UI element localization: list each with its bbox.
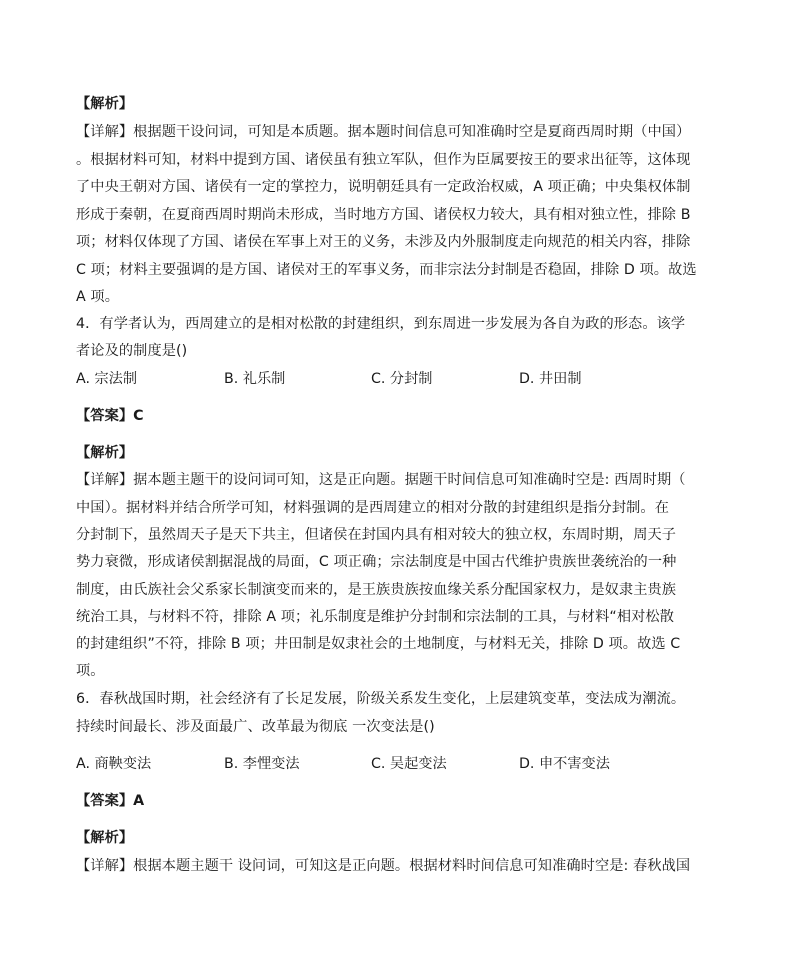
analysis-text-line: 制度，由氏族社会父系家长制演变而来的，是王族贵族按血缘关系分配国家权力，是奴隶主贵族	[76, 582, 677, 598]
question-4-stem: 4．有学者认为，西周建立的是相对松散的封建组织，到东周进一步发展为各自为政的形态。该学	[76, 316, 686, 332]
question-4-stem: 者论及的制度是()	[76, 343, 188, 359]
analysis-text-line: 【详解】据本题主题干的设问词可知，这是正向题。据题干时间信息可知准确时空是: 西周时期（	[76, 472, 686, 488]
analysis-text-line: 了中央王朝对方国、诸侯有一定的掌控力，说明朝廷具有一定政治权威，A 项正确；中央集权体制	[76, 179, 691, 195]
analysis-text-line: 中国）。据材料并结合所学可知，材料强调的是西周建立的相对分散的封建组织是指分封制。在	[76, 500, 669, 516]
analysis-text-line: 。根据材料可知，材料中提到方国、诸侯虽有独立军队，但作为臣属要按王的要求出征等，这体现	[76, 152, 691, 168]
question-6-stem: 持续时间最长、涉及面最广、改革最为彻底 一次变法是()	[76, 719, 435, 735]
analysis-text-line: 项。	[76, 663, 105, 679]
analysis-heading-1: 【解析】	[76, 96, 134, 112]
analysis-heading-3: 【解析】	[76, 830, 134, 846]
analysis-text-line: 【详解】根据题干设问词，可知是本质题。据本题时间信息可知准确时空是夏商西周时期（中国）	[76, 124, 691, 140]
analysis-text-line: 项；材料仅体现了方国、诸侯在军事上对王的义务，未涉及内外服制度走向规范的相关内容，排除	[76, 234, 691, 250]
question-4-option-a: A. 宗法制	[76, 371, 138, 387]
analysis-text-line: 【详解】根据本题主题干 设问词，可知这是正向题。根据材料时间信息可知准确时空是: 春秋战国	[76, 858, 691, 874]
analysis-text-line: A 项。	[76, 289, 119, 305]
analysis-text-line: 形成于秦朝，在夏商西周时期尚未形成，当时地方方国、诸侯权力较大，具有相对独立性，排除 B	[76, 207, 691, 223]
question-6-option-b: B. 李悝变法	[224, 756, 300, 772]
analysis-text-line: 势力衰微，形成诸侯割据混战的局面，C 项正确；宗法制度是中国古代维护贵族世袭统治的一种	[76, 554, 677, 570]
question-6-option-c: C. 吴起变法	[371, 756, 447, 772]
analysis-heading-2: 【解析】	[76, 445, 134, 461]
analysis-text-line: 的封建组织”不符，排除 B 项；井田制是奴隶社会的土地制度，与材料无关，排除 D 项。故选 C	[76, 636, 681, 652]
question-4-option-c: C. 分封制	[371, 371, 433, 387]
analysis-text-line: C 项；材料主要强调的是方国、诸侯对王的军事义务，而非宗法分封制是否稳固，排除 D 项。故选	[76, 262, 697, 278]
question-6-option-a: A. 商鞅变法	[76, 756, 152, 772]
question-4-option-d: D. 井田制	[519, 371, 582, 387]
question-4-answer: 【答案】C	[76, 408, 144, 424]
question-6-option-d: D. 申不害变法	[519, 756, 610, 772]
analysis-text-line: 统治工具，与材料不符，排除 A 项；礼乐制度是维护分封制和宗法制的工具，与材料“相对松散	[76, 609, 674, 625]
question-6-stem: 6．春秋战国时期，社会经济有了长足发展，阶级关系发生变化，上层建筑变革，变法成为潮流。	[76, 691, 686, 707]
question-4-option-b: B. 礼乐制	[224, 371, 286, 387]
analysis-text-line: 分封制下，虽然周天子是天下共主，但诸侯在封国内具有相对较大的独立权，东周时期，周天子	[76, 527, 677, 543]
question-6-answer: 【答案】A	[76, 793, 145, 809]
